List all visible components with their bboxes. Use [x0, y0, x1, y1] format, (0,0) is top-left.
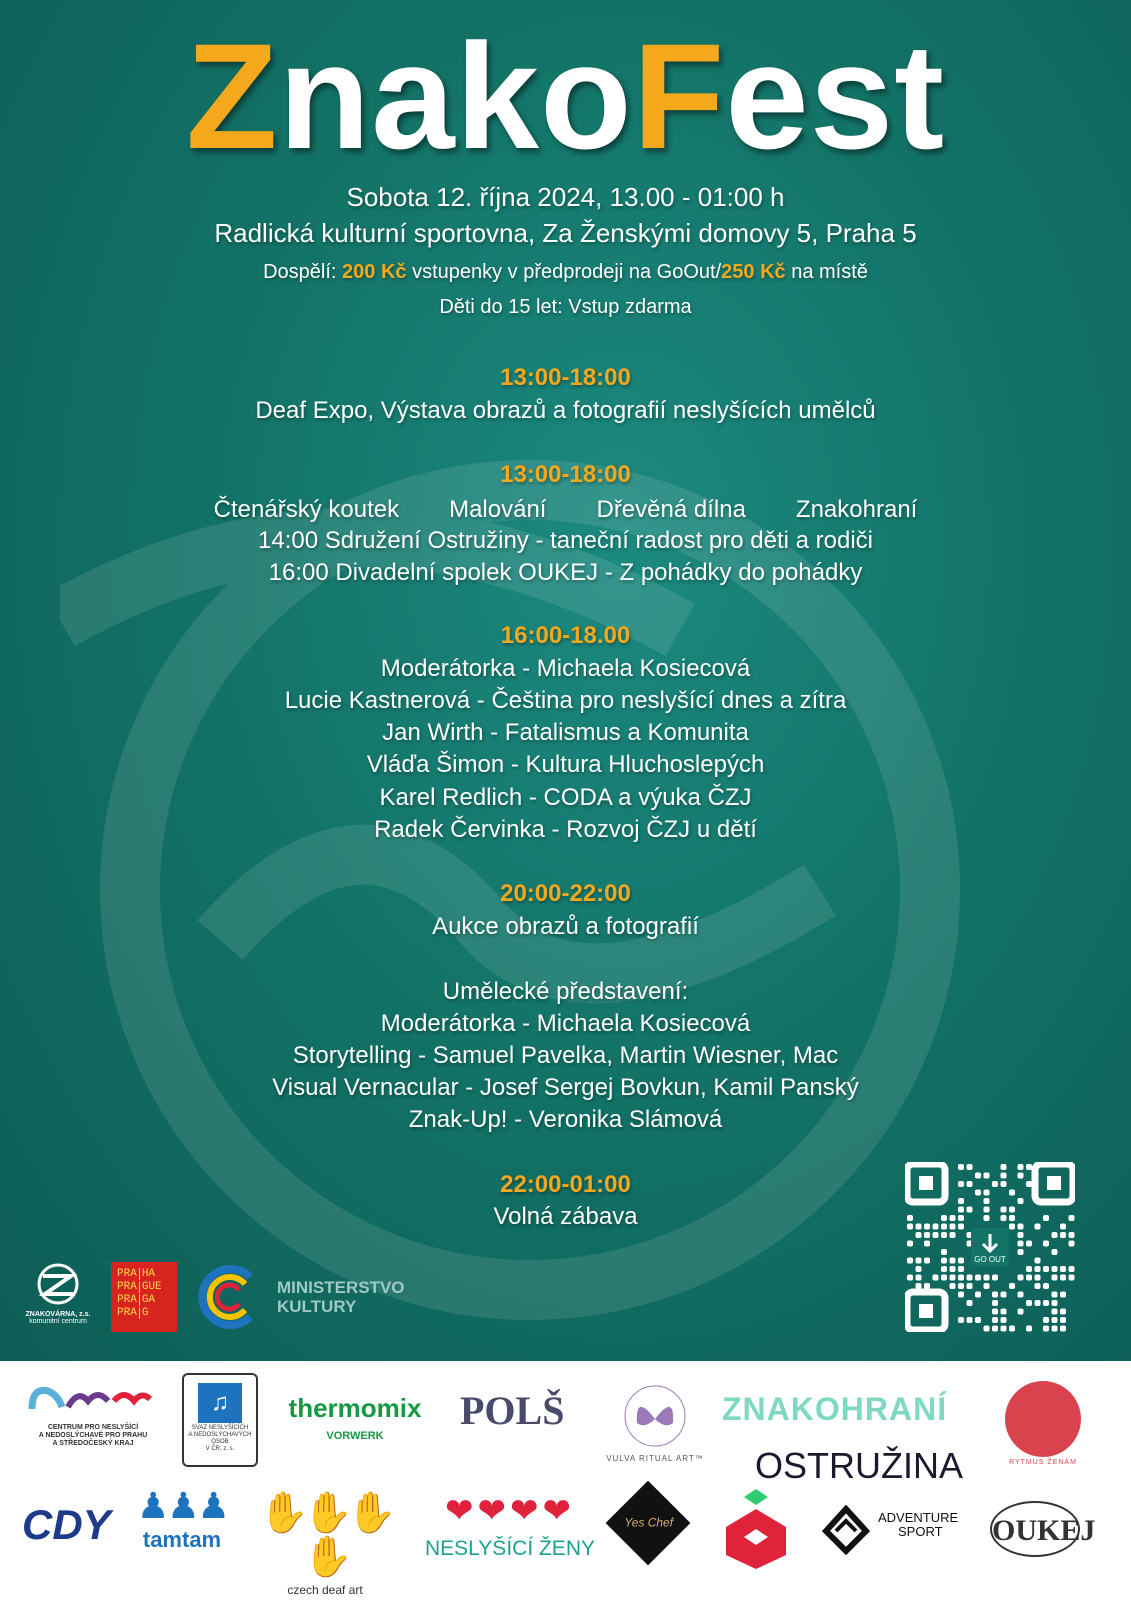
centrum-wave-icon — [28, 1383, 153, 1413]
hands-icon: ✋✋✋✋ — [259, 1491, 391, 1579]
ministry-logo: MINISTERSTVO KULTURY — [195, 1262, 425, 1334]
program-line: Moderátorka - Michaela Kosiecová — [380, 1010, 751, 1037]
ear-icon: ♫ — [198, 1383, 242, 1423]
block6-time: 22:00-01:00 — [500, 1171, 631, 1198]
block3-time: 16:00-18.00 — [500, 622, 631, 649]
block1-line: Deaf Expo, Výstava obrazů a fotografií neslyšících umělců — [255, 397, 876, 424]
activity-item: Znakohraní — [795, 496, 918, 523]
activity-item: Dřevěná dílna — [596, 496, 746, 523]
qr-code-icon[interactable] — [905, 1162, 1075, 1332]
neslysici-zeny-logo: ❤❤❤❤ NESLYŠÍCÍ ŽENY — [425, 1492, 595, 1560]
block2-time: 13:00-18:00 — [500, 461, 631, 488]
centrum-logo: CENTRUM PRO NESLYŠÍCÍ A NEDOSLÝCHAVÉ PRO PRAHU A STŘEDOČESKÝ KRAJ — [28, 1383, 158, 1453]
znakohrani-logo: ZNAKOHRANÍ — [722, 1391, 948, 1427]
dancers-icon — [1005, 1381, 1081, 1457]
ministry-icon — [195, 1262, 265, 1332]
cdy-logo: CDY — [22, 1501, 111, 1548]
thermomix-logo: thermomix VORWERK — [288, 1393, 422, 1442]
activity-item: Čtenářský koutek — [213, 496, 400, 523]
program-line: Znak-Up! - Veronika Slámová — [408, 1106, 723, 1133]
adventure-sport-logo: ADVENTURE SPORT — [822, 1505, 972, 1560]
qr-label: GO OUT — [974, 1255, 1006, 1264]
festival-title: ZnakoFest — [185, 12, 946, 180]
hearts-icon: ❤❤❤❤ — [445, 1492, 575, 1530]
block1-time: 13:00-18:00 — [500, 364, 631, 391]
block4-line: Aukce obrazů a fotografií — [432, 913, 699, 940]
ticket-price: Dospělí: 200 Kč vstupenky v předprodeji na GoOut/250 Kč na místě — [263, 261, 868, 283]
event-date: Sobota 12. října 2024, 13.00 - 01:00 h — [346, 182, 785, 212]
program-line: Umělecké představení: — [442, 978, 689, 1005]
tamtam-logo: ♟♟♟ tamtam — [137, 1485, 228, 1552]
program-line: Karel Redlich - CODA a výuka ČZJ — [379, 784, 752, 811]
program-line: Lucie Kastnerová - Čeština pro neslyšící dnes a zítra — [284, 687, 847, 714]
program-line: Storytelling - Samuel Pavelka, Martin Wiesner, Mac — [292, 1042, 839, 1069]
oukej-logo: OUKEJ — [990, 1501, 1080, 1557]
butterfly-icon — [615, 1383, 695, 1449]
program-line: Moderátorka - Michaela Kosiecová — [380, 655, 751, 682]
znakovarna-icon — [31, 1262, 85, 1306]
adventure-icon — [822, 1505, 870, 1555]
pols-logo: POLŠ — [460, 1388, 565, 1433]
vulva-logo: VULVA RITUAL ART™ — [600, 1383, 710, 1463]
block6-line: Volná zábava — [493, 1203, 638, 1230]
svaz-logo: ♫ SVAZ NESLYŠÍCÍCH A NEDOSLÝCHAVÝCH OSOB V ČR, z. s. — [182, 1373, 258, 1467]
people-icon: ♟♟♟ — [137, 1485, 228, 1526]
program-line: Jan Wirth - Fatalismus a Komunita — [382, 719, 749, 746]
hexagon-logo-icon — [722, 1489, 790, 1574]
block2-line: 14:00 Sdružení Ostružiny - taneční radost pro děti a rodiči — [258, 527, 873, 554]
program-line: Radek Červinka - Rozvoj ČZJ u dětí — [374, 816, 757, 843]
event-address: Radlická kulturní sportovna, Za Ženskými domovy 5, Praha 5 — [214, 218, 917, 248]
activities-row — [0, 496, 1131, 524]
rytmus-logo: RYTMUS ŽENÁM — [993, 1381, 1093, 1466]
block4-time: 20:00-22:00 — [500, 880, 631, 907]
block2-line: 16:00 Divadelní spolek OUKEJ - Z pohádky do pohádky — [268, 559, 863, 586]
sponsor-footer — [0, 1361, 1131, 1600]
czech-deaf-art-logo: ✋✋✋✋ czech deaf art — [250, 1491, 400, 1597]
kids-entry: Děti do 15 let: Vstup zdarma — [439, 296, 692, 318]
ostruzina-logo: OSTRUŽINA — [755, 1445, 964, 1486]
program-line: Vláďa Šimon - Kultura Hluchoslepých — [366, 751, 765, 778]
yes-chef-logo: Yes Chef — [606, 1481, 691, 1566]
activity-item: Malování — [449, 496, 547, 523]
program-line: Visual Vernacular - Josef Sergej Bovkun, Kamil Panský — [272, 1074, 859, 1101]
praha-logo: PRA HA PRA GUE PRA GA PRA G — [111, 1262, 177, 1332]
znakovarna-logo: ZNAKOVÁRNA, z.s. komunitní centrum — [18, 1262, 98, 1334]
